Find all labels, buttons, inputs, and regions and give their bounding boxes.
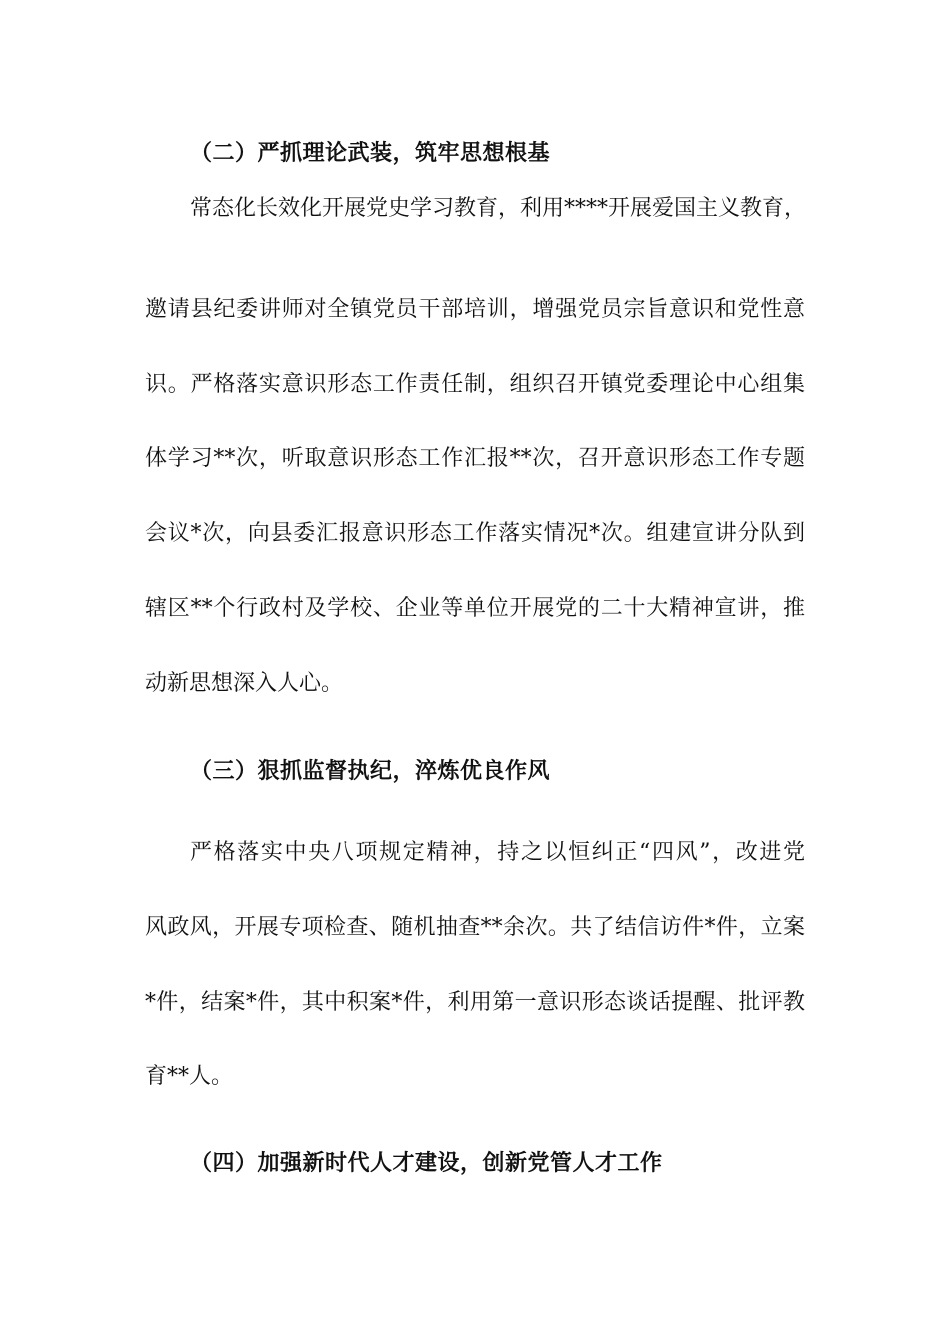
section-heading-2: （二）严抓理论武装，筑牢思想根基 [190, 140, 551, 166]
paragraph-line: 体学习**次，听取意识形态工作汇报**次，召开意识形态工作专题 [145, 446, 805, 471]
paragraph-line: *件，结案*件，其中积案*件，利用第一意识形态谈话提醒、批评教 [145, 990, 805, 1015]
paragraph-line: 常态化长效化开展党史学习教育，利用****开展爱国主义教育， [190, 196, 807, 221]
section-heading-3: （三）狠抓监督执纪，淬炼优良作风 [190, 758, 551, 784]
paragraph-line: 动新思想深入人心。 [145, 671, 344, 696]
paragraph-line: 识。严格落实意识形态工作责任制，组织召开镇党委理论中心组集 [145, 372, 805, 397]
paragraph-line: 育**人。 [145, 1064, 234, 1089]
paragraph-line: 严格落实中央八项规定精神，持之以恒纠正“四风”，改进党 [190, 840, 805, 865]
paragraph-line: 邀请县纪委讲师对全镇党员干部培训，增强党员宗旨意识和党性意 [145, 297, 805, 322]
paragraph-line: 会议*次，向县委汇报意识形态工作落实情况*次。组建宣讲分队到 [145, 521, 805, 546]
section-heading-4: （四）加强新时代人才建设，创新党管人才工作 [190, 1150, 663, 1176]
paragraph-line: 辖区**个行政村及学校、企业等单位开展党的二十大精神宣讲，推 [145, 596, 805, 621]
paragraph-line: 风政风，开展专项检查、随机抽查**余次。共了结信访件*件，立案 [145, 915, 805, 940]
